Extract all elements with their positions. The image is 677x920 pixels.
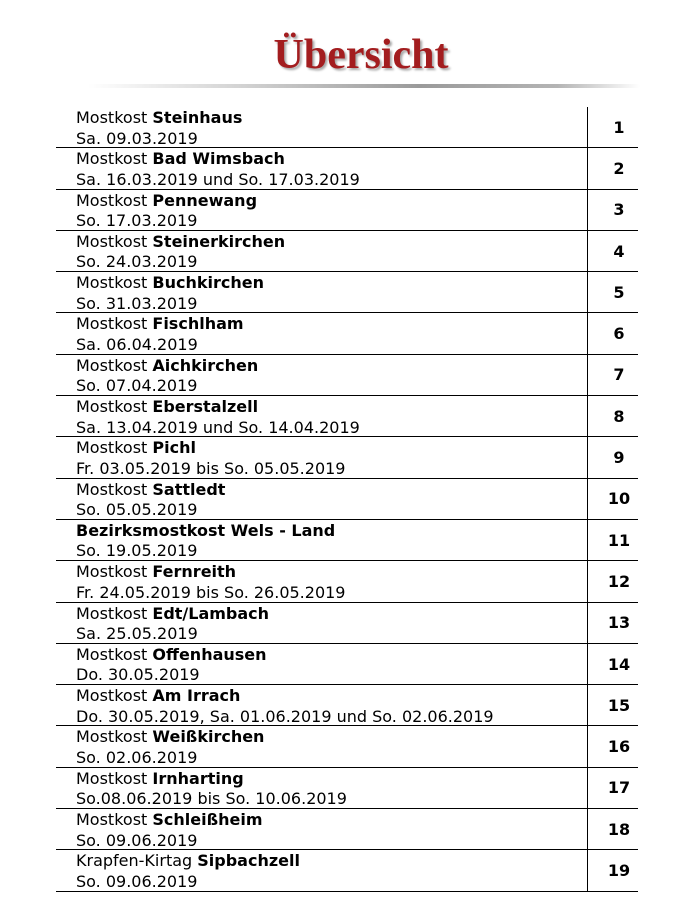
page-number: 6 [613, 324, 625, 344]
page-title: Übersicht [273, 32, 449, 78]
entry-title [76, 645, 586, 666]
entry-date: So. 07.04.2019 [76, 376, 198, 396]
entry-place: Edt/Lambach [152, 603, 270, 623]
toc-row [56, 479, 638, 520]
toc-row [56, 272, 638, 313]
toc-row [56, 313, 638, 354]
toc-row [56, 190, 638, 231]
entry-place: Steinerkirchen [152, 231, 286, 251]
entry-title [76, 232, 586, 253]
toc-table [56, 107, 638, 892]
entry-place: Sipbachzell [197, 851, 300, 871]
toc-entry [76, 397, 586, 438]
entry-title [76, 851, 586, 872]
entry-place: Bezirksmostkost Wels - Land [76, 520, 336, 540]
entry-place: Bad Wimsbach [152, 149, 285, 169]
entry-date: So. 19.05.2019 [76, 541, 198, 561]
entry-place: Am Irrach [152, 686, 241, 706]
entry-prefix: Mostkost [76, 190, 148, 210]
entry-prefix: Mostkost [76, 644, 148, 664]
toc-row [56, 809, 638, 850]
toc-row [56, 561, 638, 602]
entry-prefix: Krapfen-Kirtag [76, 851, 193, 871]
entry-place: Steinhaus [152, 108, 243, 127]
toc-row [56, 396, 638, 437]
toc-entry [76, 232, 586, 273]
page-number: 2 [613, 158, 625, 178]
page-number: 17 [607, 778, 631, 798]
entry-title [76, 727, 586, 748]
page-number: 16 [607, 737, 631, 757]
page-number: 15 [607, 695, 631, 715]
entry-date: So. 05.05.2019 [76, 500, 198, 520]
entry-title [76, 356, 586, 377]
entry-prefix: Mostkost [76, 727, 148, 747]
entry-prefix: Mostkost [76, 768, 148, 788]
entry-title [76, 521, 586, 542]
entry-place: Offenhausen [152, 644, 267, 664]
entry-place: Pichl [152, 438, 196, 458]
entry-prefix: Mostkost [76, 314, 148, 334]
toc-entry [76, 314, 586, 355]
entry-prefix: Mostkost [76, 686, 148, 706]
toc-entry [76, 480, 586, 521]
entry-date: Sa. 25.05.2019 [76, 624, 198, 644]
entry-date: So. 24.03.2019 [76, 252, 198, 272]
entry-title [76, 273, 586, 294]
page-number: 9 [613, 448, 625, 468]
entry-date: So. 17.03.2019 [76, 211, 198, 231]
entry-prefix: Mostkost [76, 562, 148, 582]
toc-row [56, 231, 638, 272]
entry-prefix: Mostkost [76, 397, 148, 417]
entry-prefix: Mostkost [76, 603, 148, 623]
toc-row [56, 148, 638, 189]
entry-date: Do. 30.05.2019, Sa. 01.06.2019 und So. 02.06.2019 [76, 706, 494, 726]
toc-row [56, 520, 638, 561]
entry-date: So. 09.06.2019 [76, 830, 198, 850]
toc-entry [76, 727, 586, 768]
entry-title [76, 604, 586, 625]
entry-place: Buchkirchen [152, 273, 264, 293]
entry-place: Aichkirchen [152, 355, 259, 375]
toc-row [56, 437, 638, 478]
page-number: 3 [613, 200, 625, 220]
entry-date: Sa. 16.03.2019 und So. 17.03.2019 [76, 169, 360, 189]
entry-prefix: Mostkost [76, 108, 148, 127]
entry-title [76, 562, 586, 583]
toc-row [56, 107, 638, 148]
entry-place: Fischlham [152, 314, 244, 334]
entry-date: Sa. 06.04.2019 [76, 334, 198, 354]
entry-prefix: Mostkost [76, 149, 148, 169]
page-number: 19 [607, 860, 631, 880]
page-number: 4 [613, 241, 625, 261]
toc-entry [76, 108, 586, 149]
toc-entry [76, 810, 586, 851]
toc-row [56, 685, 638, 726]
entry-prefix: Mostkost [76, 810, 148, 830]
entry-date: Fr. 24.05.2019 bis So. 26.05.2019 [76, 582, 346, 602]
toc-entry [76, 191, 586, 232]
toc-row [56, 768, 638, 809]
toc-entry [76, 686, 586, 727]
entry-prefix: Mostkost [76, 355, 148, 375]
entry-title [76, 191, 586, 212]
toc-entry [76, 356, 586, 397]
toc-entry [76, 769, 586, 810]
entry-title [76, 149, 586, 170]
entry-date: So.08.06.2019 bis So. 10.06.2019 [76, 789, 347, 809]
toc-entry [76, 149, 586, 190]
page-number: 7 [613, 365, 625, 385]
toc-entry [76, 645, 586, 686]
entry-place: Pennewang [152, 190, 258, 210]
entry-title [76, 480, 586, 501]
entry-date: Fr. 03.05.2019 bis So. 05.05.2019 [76, 458, 346, 478]
toc-entry [76, 851, 586, 892]
entry-place: Fernreith [152, 562, 237, 582]
toc-entry [76, 521, 586, 562]
toc-entry [76, 562, 586, 603]
page-number: 18 [607, 819, 631, 839]
entry-title [76, 810, 586, 831]
entry-title [76, 686, 586, 707]
entry-title [76, 769, 586, 790]
toc-entry [76, 438, 586, 479]
page-number: 13 [607, 613, 631, 633]
title-underline [88, 84, 640, 88]
toc-row [56, 850, 638, 891]
entry-prefix: Mostkost [76, 479, 148, 499]
entry-date: Sa. 13.04.2019 und So. 14.04.2019 [76, 417, 360, 437]
toc-row [56, 726, 638, 767]
toc-row [56, 644, 638, 685]
page-number: 14 [607, 654, 631, 674]
toc-entry [76, 273, 586, 314]
entry-title [76, 397, 586, 418]
entry-prefix: Mostkost [76, 438, 148, 458]
toc-row [56, 355, 638, 396]
page-number: 10 [607, 489, 631, 509]
entry-place: Schleißheim [152, 810, 263, 830]
entry-place: Sattledt [152, 479, 226, 499]
entry-title [76, 108, 586, 129]
page-number: 1 [613, 117, 625, 137]
entry-place: Weißkirchen [152, 727, 265, 747]
page-number: 11 [607, 530, 631, 550]
entry-prefix: Mostkost [76, 231, 148, 251]
entry-place: Irnharting [152, 768, 244, 788]
entry-title [76, 314, 586, 335]
entry-place: Eberstalzell [152, 397, 259, 417]
toc-row [56, 603, 638, 644]
entry-date: Do. 30.05.2019 [76, 665, 200, 685]
entry-prefix: Mostkost [76, 273, 148, 293]
toc-entry [76, 604, 586, 645]
entry-date: So. 31.03.2019 [76, 293, 198, 313]
page-number: 12 [607, 571, 631, 591]
page-number: 5 [613, 282, 625, 302]
entry-title [76, 438, 586, 459]
entry-date: So. 02.06.2019 [76, 747, 198, 767]
entry-date: So. 09.06.2019 [76, 871, 198, 891]
page-number: 8 [613, 406, 625, 426]
entry-date: Sa. 09.03.2019 [76, 128, 198, 148]
